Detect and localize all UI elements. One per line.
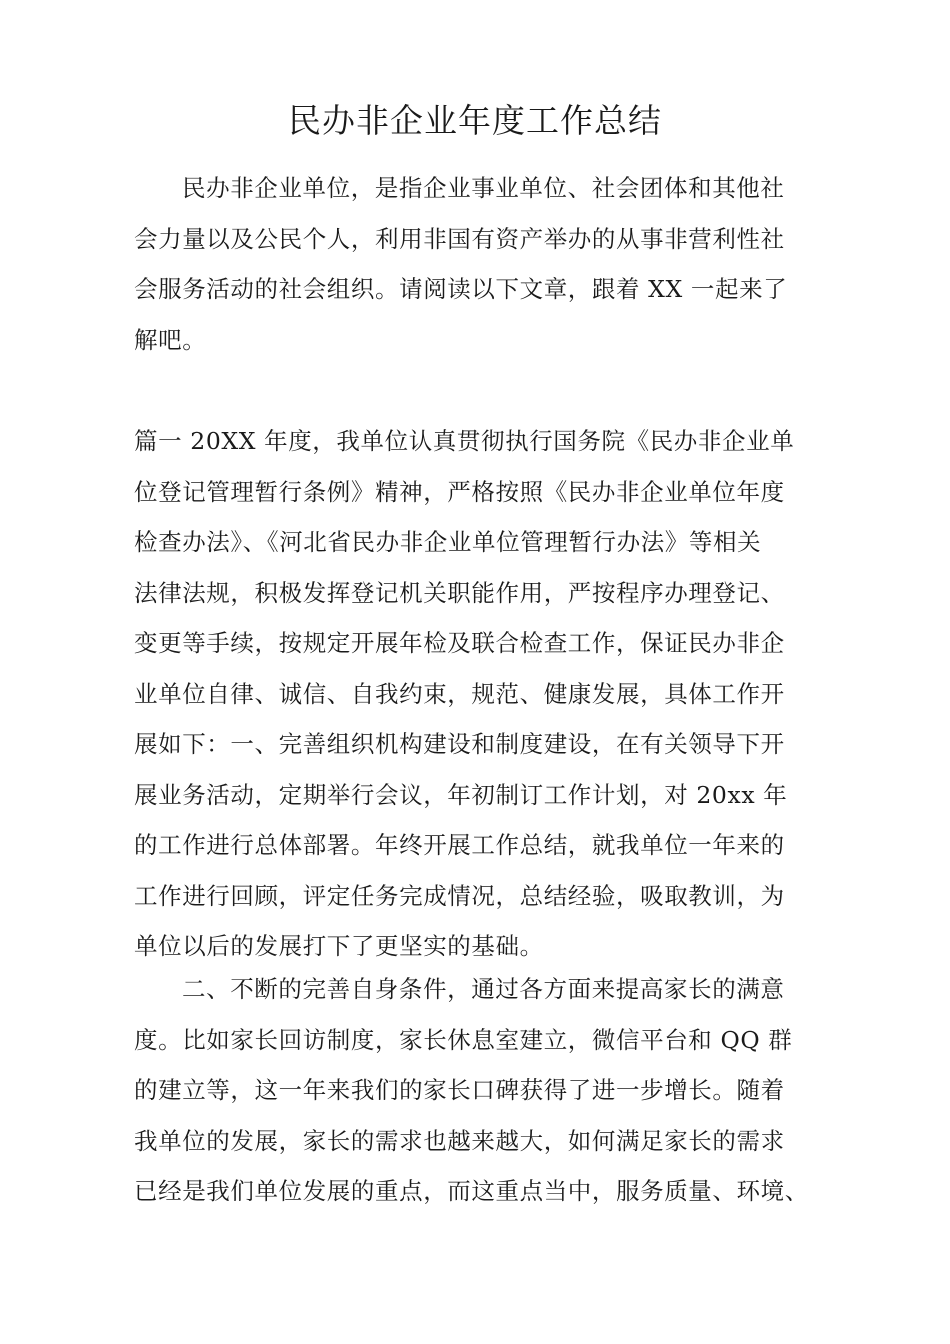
text-line: 工作进行回顾，评定任务完成情况，总结经验，吸取教训，为 [134,881,785,910]
text-line: 单位以后的发展打下了更坚实的基础。 [134,932,544,960]
text-line: 业单位自律、诚信、自我约束，规范、健康发展，具体工作开 [134,679,785,708]
text-line: 民办非企业单位，是指企业事业单位、社会团体和其他社 [182,174,785,202]
text-line: 展业务活动，定期举行会议，年初制订工作计划，对 20xx 年 [134,780,788,809]
text-line: 二、不断的完善自身条件，通过各方面来提高家长的满意 [182,975,785,1003]
text-line: 我单位的发展，家长的需求也越来越大，如何满足家长的需求 [134,1126,785,1155]
text-line: 变更等手续，按规定开展年检及联合检查工作，保证民办非企 [134,629,785,657]
paragraph-part-two [134,964,834,1217]
text-line: 检查办法》、《河北省民办非企业单位管理暂行办法》等相关 [134,528,762,556]
text-line: 解吧。 [134,325,207,354]
intro-paragraph [134,163,834,365]
document-title: 民办非企业年度工作总结 [288,101,662,140]
text-line: 展如下：一、完善组织机构建设和制度建设，在有关领导下开 [134,730,785,758]
text-line: 会力量以及公民个人，利用非国有资产举办的从事非营利性社 [134,224,785,253]
text-line: 度。比如家长回访制度，家长休息室建立，微信平台和 QQ 群 [134,1025,793,1054]
text-line: 的工作进行总体部署。年终开展工作总结，就我单位一年来的 [134,831,785,859]
text-line: 法律法规，积极发挥登记机关职能作用，严按程序办理登记、 [134,578,785,607]
text-line: 的建立等，这一年来我们的家长口碑获得了进一步增长。随着 [134,1076,785,1104]
text-line: 会服务活动的社会组织。请阅读以下文章，跟着 XX 一起来了 [134,275,788,303]
paragraph-part-one [134,416,834,972]
text-line: 篇一 20XX 年度，我单位认真贯彻执行国务院《民办非企业单 [134,427,795,455]
text-line: 位登记管理暂行条例》精神，严格按照《民办非企业单位年度 [134,477,785,506]
text-line: 已经是我们单位发展的重点，而这重点当中，服务质量、环境、 [134,1177,809,1205]
